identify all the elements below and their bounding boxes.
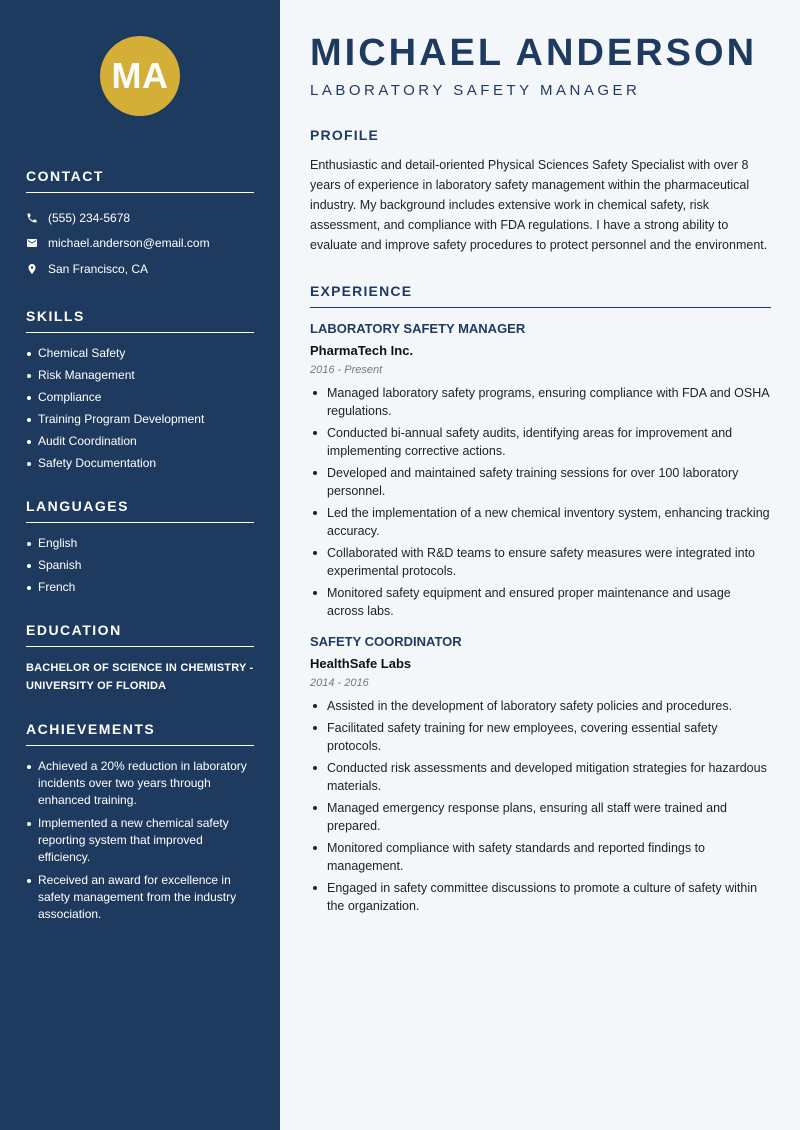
contact-section: [26, 168, 254, 282]
job-duties: [310, 384, 771, 620]
skills-heading: SKILLS: [26, 308, 254, 333]
achievement-item: Implemented a new chemical safety reporting system that improved efficiency.: [26, 815, 254, 866]
skill-item: Audit Coordination: [26, 433, 254, 450]
profile-text: Enthusiastic and detail-oriented Physical Sciences Safety Specialist with over 8 years of experience in laboratory safety management within the pharmaceutical industry. My background includes extensive work in chemical safety, risk assessment, and compliance with FDA regulations. I have a strong ability to evaluate and improve safety procedures to protect personnel and the environment.: [310, 158, 768, 252]
languages-list: [26, 535, 254, 596]
skill-item: Safety Documentation: [26, 455, 254, 472]
education-degree: BACHELOR OF SCIENCE IN CHEMISTRY - UNIVERSITY OF FLORIDA: [26, 661, 254, 692]
duty-item: Facilitated safety training for new employees, covering essential safety protocols.: [310, 719, 771, 755]
phone-icon: [26, 212, 38, 224]
sidebar: [0, 0, 280, 1130]
contact-heading: CONTACT: [26, 168, 254, 193]
duty-item: Monitored safety equipment and ensured proper maintenance and usage across labs.: [310, 584, 771, 620]
contact-phone: [26, 205, 254, 231]
email-text: michael.anderson@email.com: [48, 236, 210, 251]
achievements-heading: ACHIEVEMENTS: [26, 721, 254, 746]
main-content: [280, 0, 800, 1130]
education-heading: EDUCATION: [26, 622, 254, 647]
duty-item: Conducted risk assessments and developed mitigation strategies for hazardous materials.: [310, 759, 771, 795]
skill-item: Chemical Safety: [26, 345, 254, 362]
contact-email: [26, 231, 254, 257]
duty-item: Assisted in the development of laboratory safety policies and procedures.: [310, 697, 771, 715]
achievement-item: Achieved a 20% reduction in laboratory incidents over two years through enhanced training.: [26, 758, 254, 809]
job-dates: 2016 - Present: [310, 364, 383, 376]
skills-list: [26, 345, 254, 472]
job-company: HealthSafe Labs: [310, 656, 412, 671]
candidate-title: LABORATORY SAFETY MANAGER: [310, 82, 641, 99]
duty-item: Monitored compliance with safety standards and reported findings to management.: [310, 839, 771, 875]
achievement-item: Received an award for excellence in safety management from the industry association.: [26, 872, 254, 923]
candidate-name: MICHAEL ANDERSON: [310, 32, 758, 74]
language-item: English: [26, 535, 254, 552]
location-pin-icon: [26, 263, 38, 275]
job-entry: [310, 321, 771, 620]
profile-section: [310, 127, 771, 255]
email-icon: [26, 237, 38, 249]
duty-item: Collaborated with R&D teams to ensure safety measures were integrated into experimental protocols.: [310, 544, 771, 580]
profile-heading: PROFILE: [310, 127, 380, 143]
job-role: SAFETY COORDINATOR: [310, 634, 462, 649]
duty-item: Managed emergency response plans, ensuring all staff were trained and prepared.: [310, 799, 771, 835]
experience-section: [310, 283, 771, 915]
contact-location: [26, 256, 254, 282]
duty-item: Managed laboratory safety programs, ensuring compliance with FDA and OSHA regulations.: [310, 384, 771, 420]
job-entry: [310, 634, 771, 915]
achievements-list: [26, 758, 254, 923]
skills-section: [26, 308, 254, 472]
skill-item: Risk Management: [26, 367, 254, 384]
duty-item: Led the implementation of a new chemical inventory system, enhancing tracking accuracy.: [310, 504, 771, 540]
experience-heading: EXPERIENCE: [310, 283, 771, 308]
language-item: French: [26, 579, 254, 596]
skill-item: Compliance: [26, 389, 254, 406]
avatar: MA: [100, 36, 180, 116]
achievements-section: [26, 721, 254, 923]
languages-heading: LANGUAGES: [26, 498, 254, 523]
phone-text: (555) 234-5678: [48, 210, 131, 225]
language-item: Spanish: [26, 557, 254, 574]
job-role: LABORATORY SAFETY MANAGER: [310, 321, 526, 336]
education-section: [26, 622, 254, 695]
duty-item: Engaged in safety committee discussions to promote a culture of safety within the organization.: [310, 879, 771, 915]
job-duties: [310, 697, 771, 915]
duty-item: Conducted bi-annual safety audits, identifying areas for improvement and implementing corrective actions.: [310, 424, 771, 460]
skill-item: Training Program Development: [26, 411, 254, 428]
job-company: PharmaTech Inc.: [310, 343, 414, 358]
job-dates: 2014 - 2016: [310, 677, 369, 689]
languages-section: [26, 498, 254, 596]
location-text: San Francisco, CA: [48, 261, 149, 276]
duty-item: Developed and maintained safety training sessions for over 100 laboratory personnel.: [310, 464, 771, 500]
